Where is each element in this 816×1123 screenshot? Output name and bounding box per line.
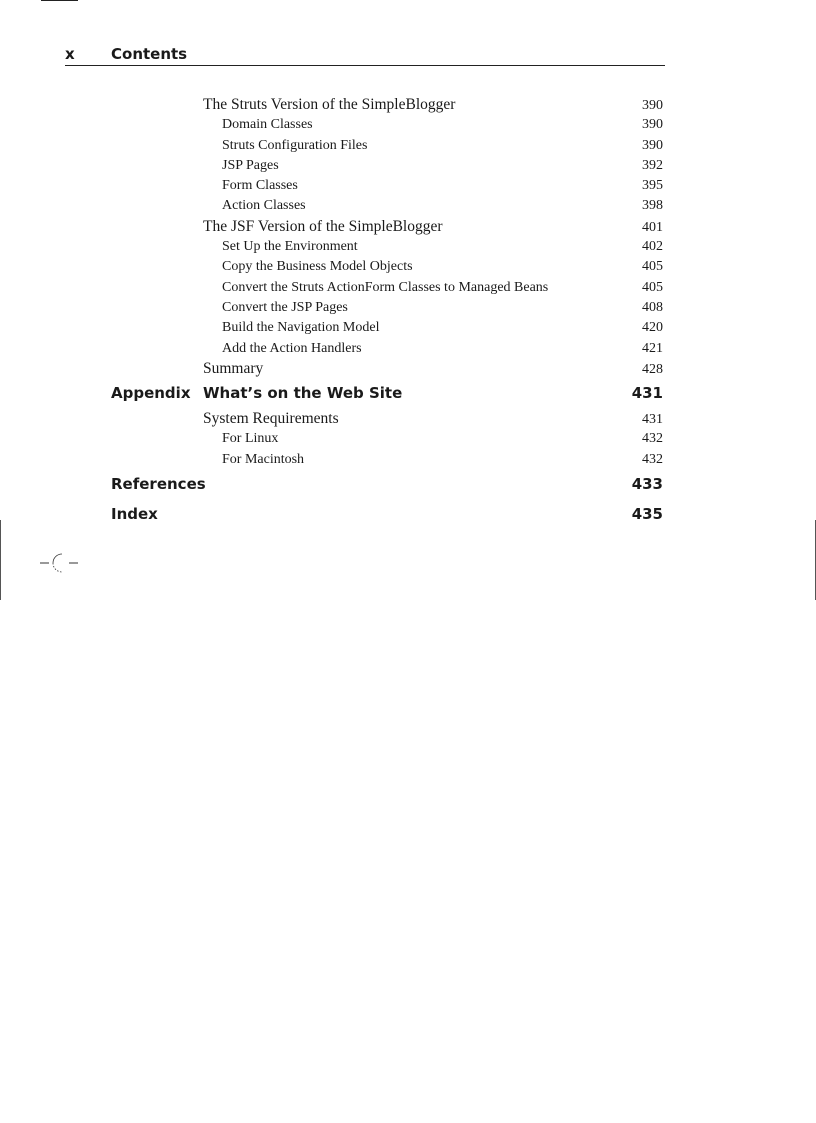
toc-part-row[interactable] xyxy=(0,379,816,409)
toc-sub-row[interactable] xyxy=(0,115,816,135)
toc-sub-row[interactable] xyxy=(0,237,816,257)
toc-page-number: 408 xyxy=(642,299,663,315)
toc-entry-title: For Macintosh xyxy=(222,451,305,467)
toc-page-number: 432 xyxy=(642,451,663,467)
toc-page-number: 431 xyxy=(642,412,663,428)
toc-entry-title: Form Classes xyxy=(222,178,298,194)
toc-sub-row[interactable] xyxy=(0,339,816,359)
registration-mark-icon xyxy=(40,549,82,577)
toc-sub-row[interactable] xyxy=(0,278,816,298)
toc-page-number: 405 xyxy=(642,259,663,275)
crop-mark-top xyxy=(41,0,78,1)
toc-entry-row[interactable] xyxy=(0,95,816,115)
table-of-contents xyxy=(0,95,816,530)
toc-part-tag: Index xyxy=(111,505,158,524)
toc-page-number: 432 xyxy=(642,431,663,447)
toc-page-number: 433 xyxy=(631,475,663,494)
toc-entry-title: The JSF Version of the SimpleBlogger xyxy=(203,217,443,235)
toc-page-number: 390 xyxy=(642,117,663,133)
page-folio: x xyxy=(65,45,75,63)
toc-page-number: 431 xyxy=(631,384,663,403)
toc-page-number: 435 xyxy=(631,505,663,524)
toc-entry-title: Struts Configuration Files xyxy=(222,137,368,153)
running-head xyxy=(65,44,665,66)
toc-page-number: 428 xyxy=(642,361,663,377)
toc-part-tag: Appendix xyxy=(111,384,191,403)
toc-entry-row[interactable] xyxy=(0,409,816,429)
toc-page-number: 420 xyxy=(642,320,663,336)
toc-entry-title: Convert the Struts ActionForm Classes to Managed Beans xyxy=(222,279,549,295)
toc-entry-title: The Struts Version of the SimpleBlogger xyxy=(203,96,456,113)
toc-entry-title: Add the Action Handlers xyxy=(222,340,362,356)
toc-entry-title: Convert the JSP Pages xyxy=(222,299,348,315)
toc-sub-row[interactable] xyxy=(0,429,816,449)
toc-entry-row[interactable] xyxy=(0,359,816,379)
toc-sub-row[interactable] xyxy=(0,298,816,318)
toc-part-row[interactable] xyxy=(0,470,816,500)
toc-entry-title: Domain Classes xyxy=(222,117,313,133)
toc-page-number: 392 xyxy=(642,157,663,173)
toc-entry-title: Copy the Business Model Objects xyxy=(222,259,413,275)
toc-entry-row[interactable] xyxy=(0,217,816,237)
toc-entry-title: System Requirements xyxy=(203,410,339,428)
bleed-line-left xyxy=(0,520,1,600)
toc-page-number: 405 xyxy=(642,279,663,295)
toc-entry-title: What’s on the Web Site xyxy=(203,384,403,403)
toc-entry-title: Action Classes xyxy=(222,198,306,214)
toc-sub-row[interactable] xyxy=(0,450,816,470)
toc-sub-row[interactable] xyxy=(0,176,816,196)
toc-sub-row[interactable] xyxy=(0,318,816,338)
toc-page-number: 402 xyxy=(642,239,663,255)
toc-entry-title: Set Up the Environment xyxy=(222,239,358,255)
toc-part-row[interactable] xyxy=(0,500,816,530)
toc-page-number: 395 xyxy=(642,178,663,194)
toc-entry-title: For Linux xyxy=(222,431,279,447)
running-head-title: Contents xyxy=(111,45,188,63)
toc-page-number: 398 xyxy=(642,198,663,214)
toc-sub-row[interactable] xyxy=(0,196,816,216)
toc-page-number: 390 xyxy=(642,98,663,113)
toc-page-number: 390 xyxy=(642,137,663,153)
toc-page-number: 421 xyxy=(642,340,663,356)
toc-entry-title: Build the Navigation Model xyxy=(222,320,380,336)
toc-part-tag: References xyxy=(111,475,206,494)
toc-entry-title: JSP Pages xyxy=(222,157,279,173)
toc-sub-row[interactable] xyxy=(0,156,816,176)
toc-sub-row[interactable] xyxy=(0,257,816,277)
toc-page-number: 401 xyxy=(642,219,663,235)
toc-entry-title: Summary xyxy=(203,359,264,377)
toc-sub-row[interactable] xyxy=(0,136,816,156)
